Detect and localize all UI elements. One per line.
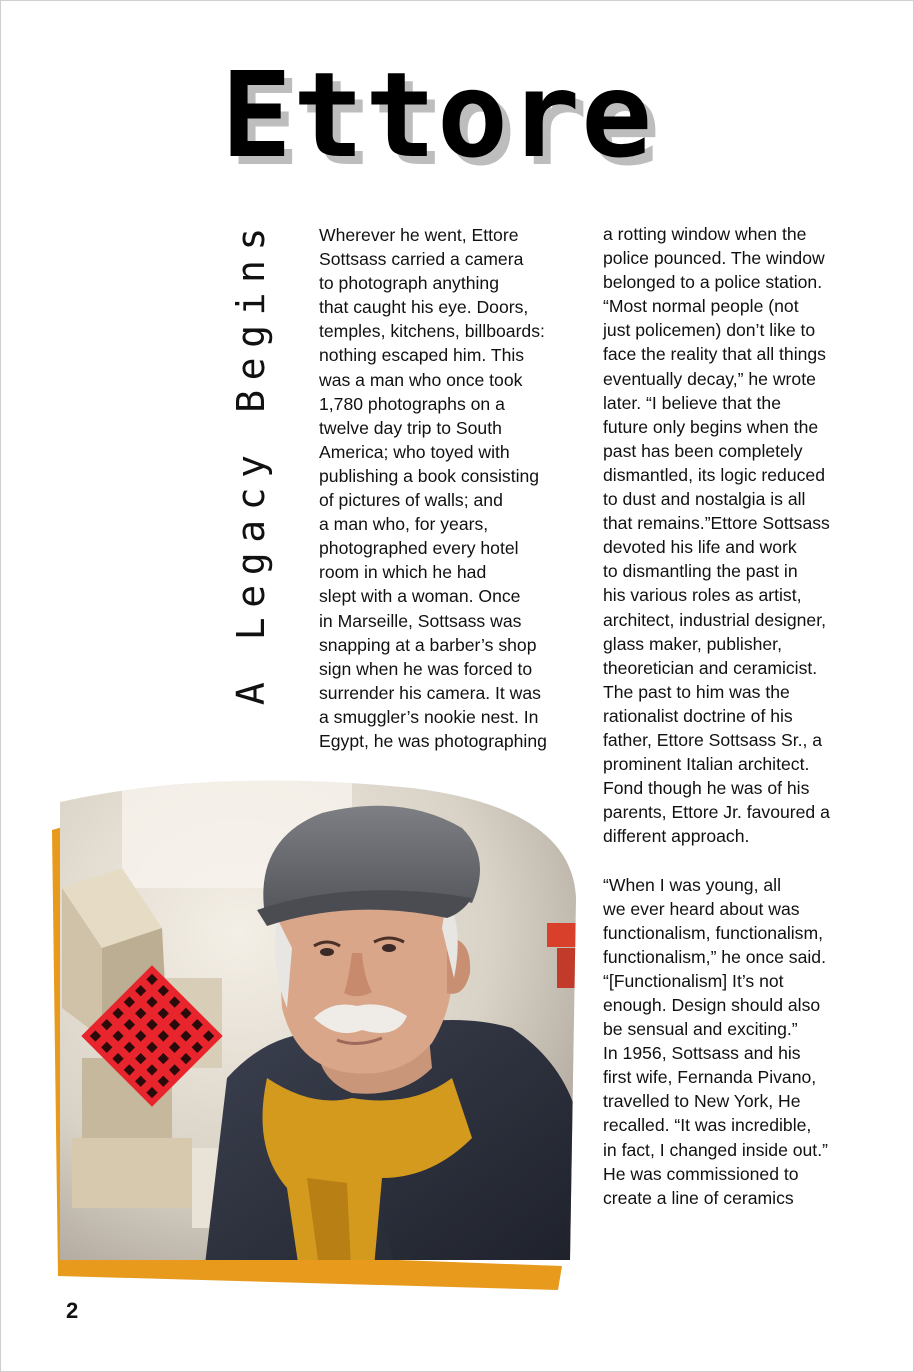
page-number: 2 — [66, 1298, 79, 1323]
portrait-photo-icon — [52, 778, 582, 1290]
page-title: Ettore — [220, 46, 654, 184]
portrait-photo — [52, 778, 582, 1290]
subtitle-container — [228, 218, 274, 758]
article-column-right: a rotting window when the police pounced. The window belonged to a police station. “Most normal people (not just policemen) don’t like to face the reality that all things eventually decay,” he wrote later. “I believe that the future only begins when the past has been completely dismantled, its logic reduced to dust and nostalgia is all that remains.”Ettore Sottsass devoted his life and work to dismantling the past in his various roles as artist, architect, industrial designer, glass maker, publisher, theoretician and ceramicist. The past to him was the rationalist doctrine of his father, Ettore Sottsass Sr., a prominent Italian architect. Fond though he was of his parents, Ettore Jr. favoured a different approach. “When I was young, all we ever heard about was functionalism, functionalism, functionalism,” he once said. “[Functionalism] It’s not enough. Design should also be sensual and exciting.” In 1956, Sottsass and his first wife, Fernanda Pivano, travelled to New York, He recalled. “It was incredible, in fact, I changed inside out.” He was commissioned to create a line of ceramics — [603, 224, 830, 1208]
article-column-left: Wherever he went, Ettore Sottsass carried a camera to photograph anything that caught his eye. Doors, temples, kitchens, billboards: nothing escaped him. This was a man who once took 1,780 photographs on a twelve day trip to South America; who toyed with publishing a book consisting of pictures of walls; and a man who, for years, photographed every hotel room in which he had slept with a woman. Once in Marseille, Sottsass was snapping at a barber’s shop sign when he was forced to surrender his camera. It was a smuggler’s nookie nest. In Egypt, he was photographing — [319, 225, 547, 751]
vertical-subtitle: A Legacy Begins — [229, 218, 273, 706]
